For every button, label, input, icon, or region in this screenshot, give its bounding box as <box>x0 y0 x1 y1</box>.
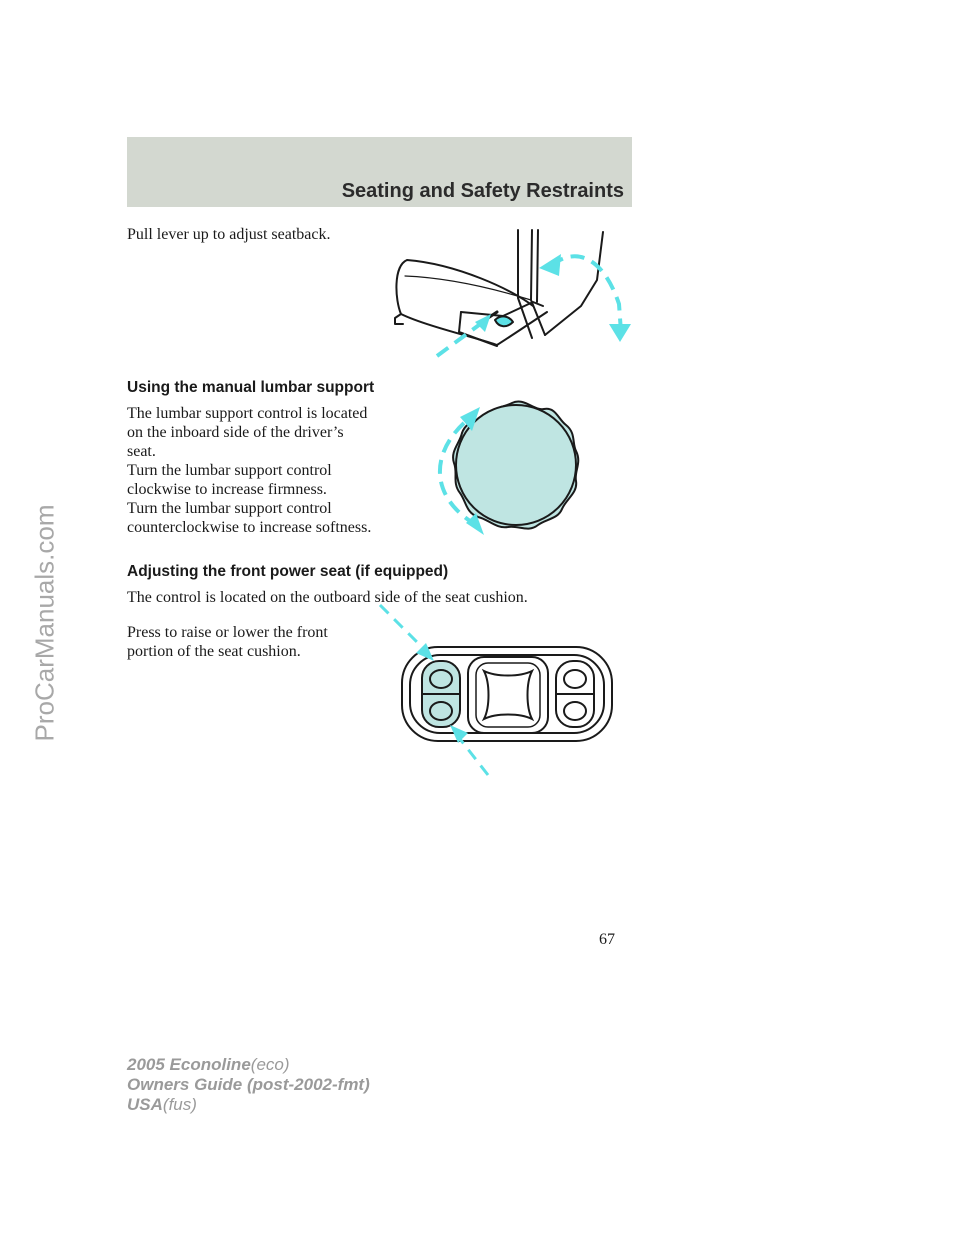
document-footer <box>127 1055 370 1115</box>
seatback-instruction: Pull lever up to adjust seatback. <box>127 226 331 243</box>
footer-guide-title: Owners Guide (post-2002-fmt) <box>127 1075 370 1094</box>
power-seat-paragraph-1: The control is located on the outboard side of the seat cushion. <box>127 589 528 606</box>
page-number: 67 <box>599 931 615 948</box>
watermark: ProCarManuals.com <box>29 504 60 742</box>
footer-market-code: (fus) <box>162 1095 197 1114</box>
section-header <box>127 137 632 207</box>
footer-market: USA <box>127 1095 163 1114</box>
lumbar-paragraph-2: Turn the lumbar support control clockwise to increase firmness. <box>127 462 332 498</box>
power-seat-control-illustration <box>380 605 620 780</box>
lumbar-paragraph-1: The lumbar support control is located on the inboard side of the driver’s seat. <box>127 405 368 460</box>
section-title: Seating and Safety Restraints <box>341 180 624 202</box>
lumbar-heading: Using the manual lumbar support <box>127 379 375 396</box>
power-seat-paragraph-2: Press to raise or lower the front portion of the seat cushion. <box>127 624 328 660</box>
seatback-lever-illustration <box>385 220 635 360</box>
footer-model: 2005 Econoline <box>127 1055 251 1074</box>
footer-model-code: (eco) <box>250 1055 290 1074</box>
lumbar-knob-illustration <box>420 395 590 545</box>
power-seat-heading: Adjusting the front power seat (if equipped) <box>127 563 449 580</box>
lumbar-paragraph-3: Turn the lumbar support control counterclockwise to increase softness. <box>127 500 372 536</box>
